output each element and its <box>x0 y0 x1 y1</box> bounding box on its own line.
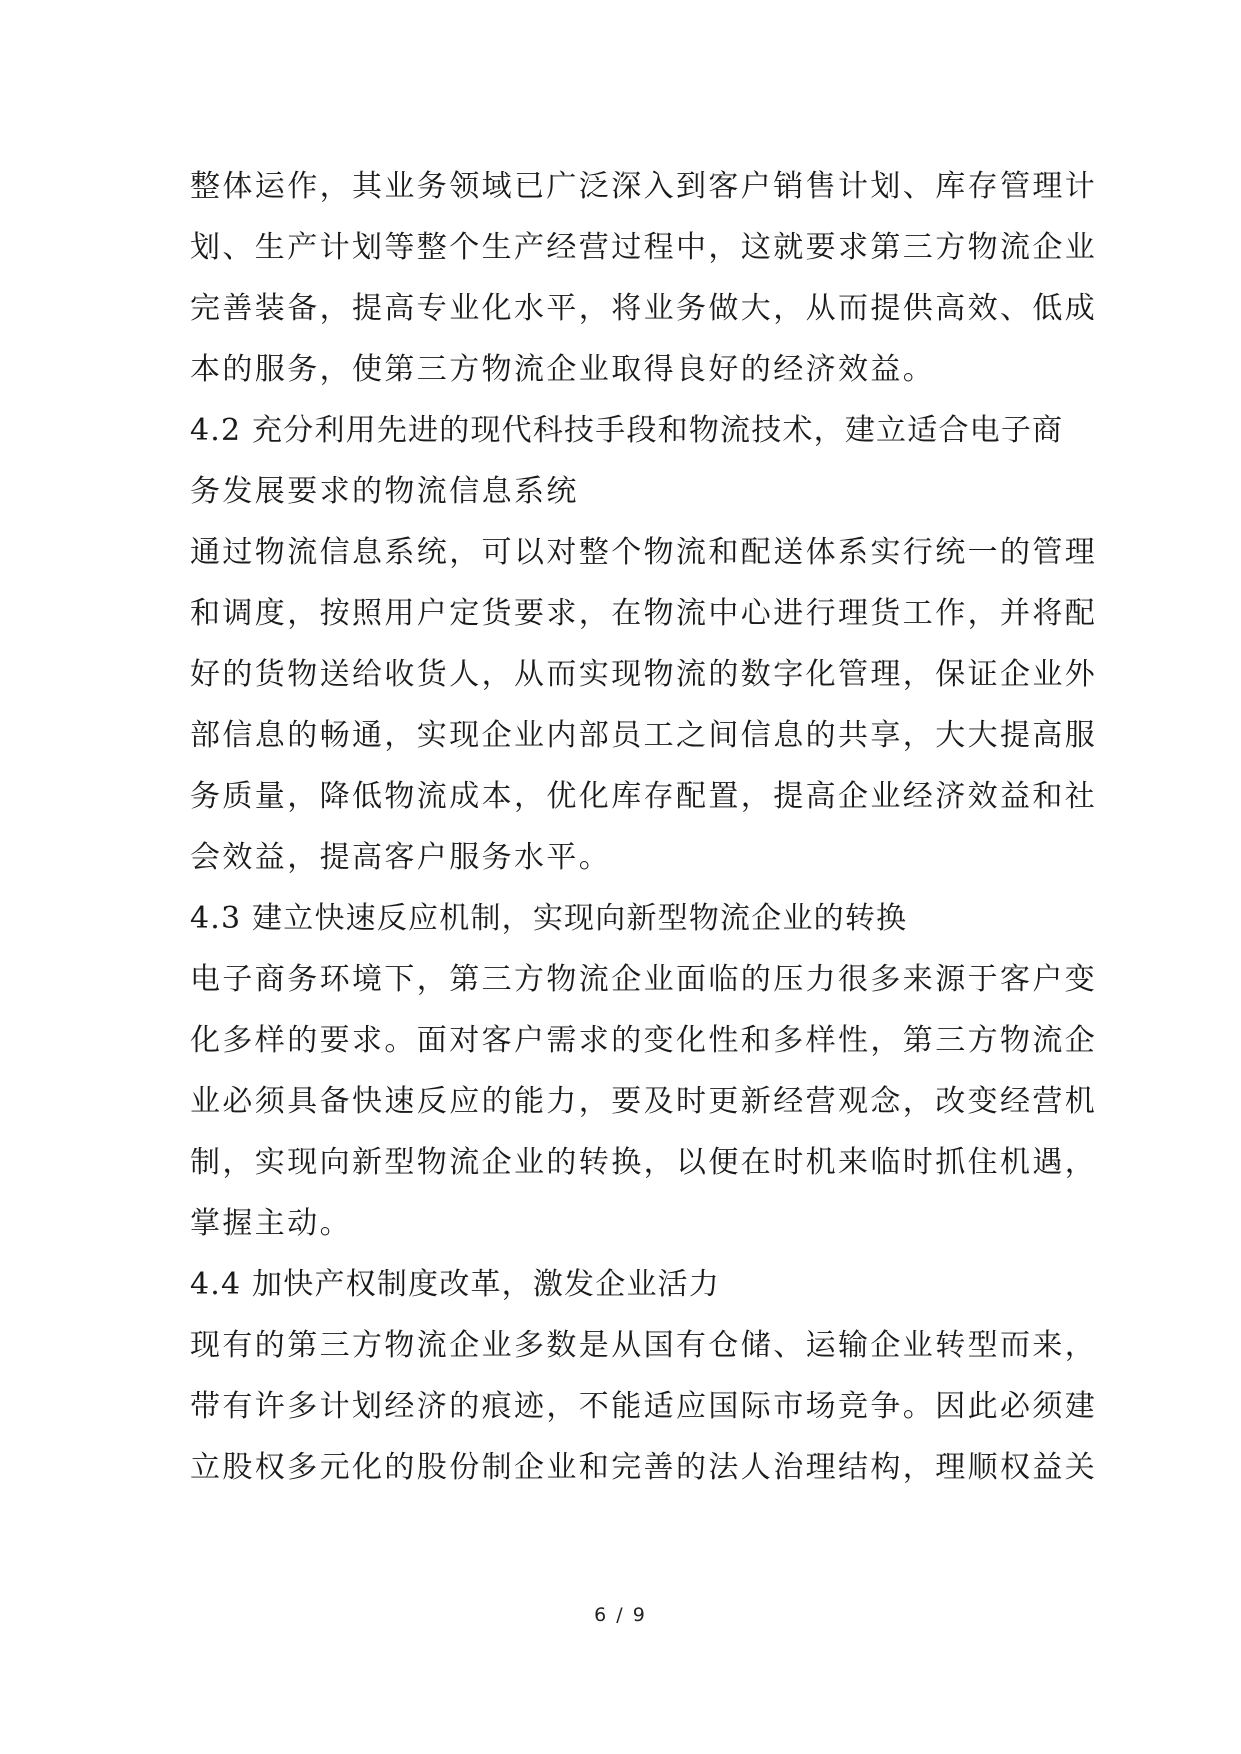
body-text-line: 划、生产计划等整个生产经营过程中，这就要求第三方物流企业 <box>190 230 1098 265</box>
body-text-line: 电子商务环境下，第三方物流企业面临的压力很多来源于客户变 <box>190 962 1098 997</box>
body-text-line: 整体运作，其业务领域已广泛深入到客户销售计划、库存管理计 <box>190 169 1098 204</box>
body-text-line: 会效益，提高客户服务水平。 <box>190 840 612 875</box>
body-text-line: 现有的第三方物流企业多数是从国有仓储、运输企业转型而来， <box>190 1328 1098 1363</box>
body-text-line: 立股权多元化的股份制企业和完善的法人治理结构，理顺权益关 <box>190 1450 1098 1485</box>
body-text-line: 和调度，按照用户定货要求，在物流中心进行理货工作，并将配 <box>190 596 1098 631</box>
body-text-line: 部信息的畅通，实现企业内部员工之间信息的共享，大大提高服 <box>190 718 1098 753</box>
body-text-line: 掌握主动。 <box>190 1206 352 1241</box>
body-text-line: 通过物流信息系统，可以对整个物流和配送体系实行统一的管理 <box>190 535 1098 570</box>
body-text-line: 业必须具备快速反应的能力，要及时更新经营观念，改变经营机 <box>190 1084 1098 1119</box>
section-heading-4-3: 4.3 建立快速反应机制，实现向新型物流企业的转换 <box>190 901 908 936</box>
body-text-line: 带有许多计划经济的痕迹，不能适应国际市场竞争。因此必须建 <box>190 1389 1098 1424</box>
body-text-line: 好的货物送给收货人，从而实现物流的数字化管理，保证企业外 <box>190 657 1098 692</box>
document-body <box>190 156 1098 1498</box>
body-text-line: 化多样的要求。面对客户需求的变化性和多样性，第三方物流企 <box>190 1023 1098 1058</box>
section-heading-4-4: 4.4 加快产权制度改革，激发企业活力 <box>190 1267 721 1302</box>
body-text-line: 完善装备，提高专业化水平，将业务做大，从而提供高效、低成 <box>190 291 1098 326</box>
body-text-line: 制，实现向新型物流企业的转换，以便在时机来临时抓住机遇， <box>190 1145 1098 1180</box>
body-text-line: 务质量，降低物流成本，优化库存配置，提高企业经济效益和社 <box>190 779 1098 814</box>
page-number: 6 / 9 <box>594 1604 647 1626</box>
section-heading-4-2-line-1: 4.2 充分利用先进的现代科技手段和物流技术，建立适合电子商 <box>190 413 1064 448</box>
section-heading-4-2-line-2: 务发展要求的物流信息系统 <box>190 474 579 509</box>
body-text-line: 本的服务，使第三方物流企业取得良好的经济效益。 <box>190 352 936 387</box>
